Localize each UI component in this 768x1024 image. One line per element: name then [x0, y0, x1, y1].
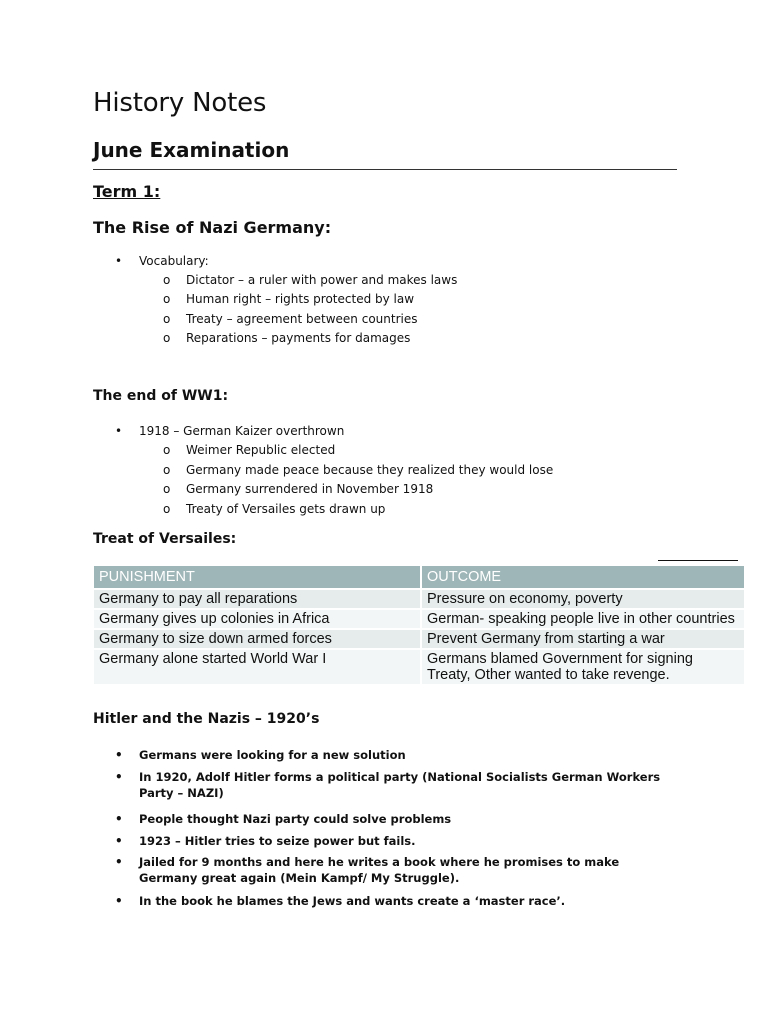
table-row [94, 589, 745, 609]
list-item: o Reparations – payments for damages [186, 330, 410, 346]
list-item: o Dictator – a ruler with power and makes laws [186, 272, 457, 288]
document-title: History Notes [93, 88, 267, 118]
list-item: • In the book he blames the Jews and wants create a ‘master race’. [139, 893, 565, 909]
list-item: o Germany made peace because they realized they would lose [186, 462, 553, 478]
table-header-row [94, 566, 745, 589]
table-cell: German- speaking people live in other countries [421, 609, 745, 629]
table-cell: Pressure on economy, poverty [421, 589, 745, 609]
table-cell: Prevent Germany from starting a war [421, 629, 745, 649]
blank-line [658, 560, 738, 561]
section-heading-hitler-and-nazis: Hitler and the Nazis – 1920’s [93, 711, 320, 727]
term-heading: Term 1: [93, 182, 161, 201]
list-item: • Germans were looking for a new solution [139, 747, 406, 763]
table-header: OUTCOME [421, 566, 745, 589]
table-cell: Germany alone started World War I [94, 649, 421, 684]
list-item: • Jailed for 9 months and here he writes a book where he promises to make Germany great again (Mein Kampf/ My Struggle). [139, 854, 679, 886]
section-heading-treaty-of-versailles: Treat of Versailes: [93, 531, 237, 547]
list-item: o Treaty of Versailes gets drawn up [186, 501, 385, 517]
section-heading-rise-of-nazi-germany: The Rise of Nazi Germany: [93, 218, 332, 237]
table-cell: Germany gives up colonies in Africa [94, 609, 421, 629]
section-heading-end-of-ww1: The end of WW1: [93, 388, 229, 404]
versailles-table [94, 566, 746, 684]
table-header: PUNISHMENT [94, 566, 421, 589]
table-row [94, 629, 745, 649]
list-item: o Treaty – agreement between countries [186, 311, 417, 327]
list-item: • 1923 – Hitler tries to seize power but fails. [139, 833, 416, 849]
list-item: • Vocabulary: [139, 253, 209, 269]
list-item: • 1918 – German Kaizer overthrown [139, 423, 344, 439]
list-item: o Germany surrendered in November 1918 [186, 481, 433, 497]
list-item: o Weimer Republic elected [186, 442, 335, 458]
list-item: o Human right – rights protected by law [186, 291, 414, 307]
table-cell: Germany to size down armed forces [94, 629, 421, 649]
table-row [94, 649, 745, 684]
list-item: • In 1920, Adolf Hitler forms a political party (National Socialists German Workers Party – NAZI) [139, 769, 679, 801]
table-cell: Germany to pay all reparations [94, 589, 421, 609]
table-row [94, 609, 745, 629]
list-item: • People thought Nazi party could solve problems [139, 811, 451, 827]
document-subtitle: June Examination [93, 138, 290, 162]
heading-divider [93, 169, 677, 170]
table-cell: Germans blamed Government for signing Treaty, Other wanted to take revenge. [421, 649, 745, 684]
